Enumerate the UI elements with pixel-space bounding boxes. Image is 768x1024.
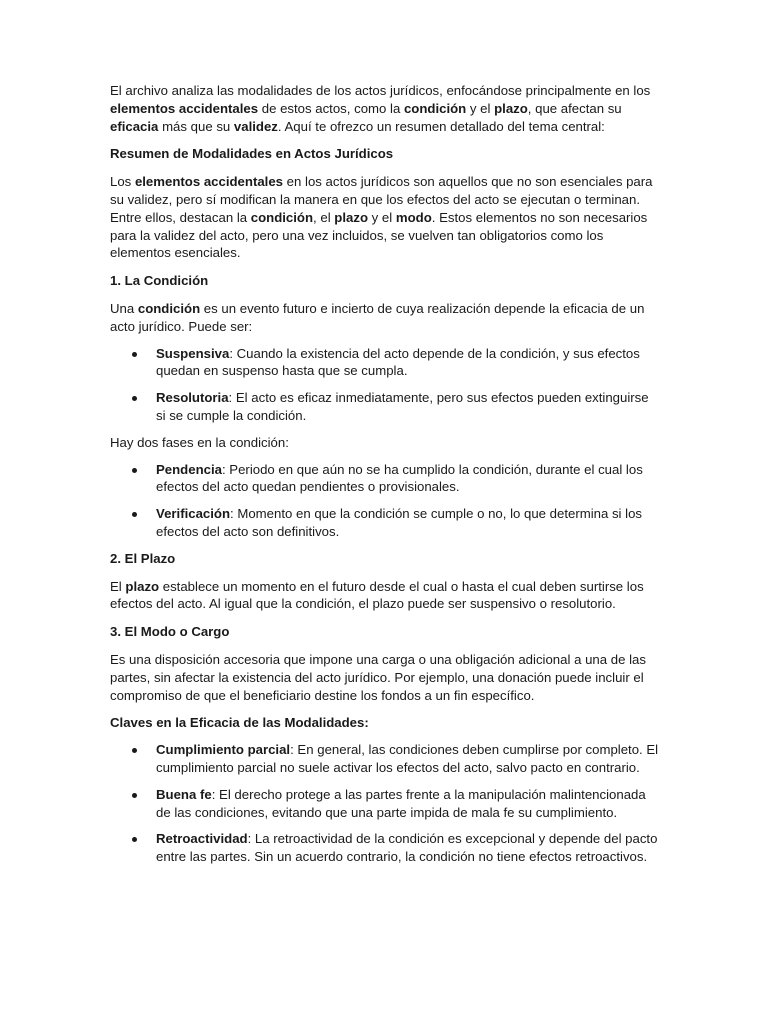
bullet-icon bbox=[132, 512, 137, 517]
list-item bbox=[110, 345, 660, 381]
list-item-text: : Periodo en que aún no se ha cumplido la condición, durante el cual los efectos del acto quedan pendientes o provisionales. bbox=[156, 461, 643, 495]
claves-list bbox=[110, 741, 660, 866]
text-run: . Aquí te ofrezco un resumen detallado del tema central: bbox=[277, 118, 605, 134]
condicion-heading: 1. La Condición bbox=[110, 273, 209, 289]
bold-term: modo bbox=[395, 209, 432, 225]
text-run: y el bbox=[466, 100, 495, 116]
text-run: , que afectan su bbox=[527, 100, 622, 116]
bold-term: condición bbox=[250, 209, 314, 225]
text-run: Una bbox=[110, 300, 138, 316]
list-item bbox=[110, 389, 660, 425]
bold-term: Suspensiva bbox=[156, 345, 230, 361]
bold-term: Buena fe bbox=[156, 786, 212, 802]
bold-term: Verificación bbox=[156, 506, 231, 522]
bold-term: elementos accidentales bbox=[110, 100, 259, 116]
bullet-icon bbox=[132, 748, 137, 753]
plazo-heading: 2. El Plazo bbox=[110, 550, 176, 566]
condicion-phases-list bbox=[110, 461, 660, 541]
summary-heading: Resumen de Modalidades en Actos Jurídicos bbox=[110, 146, 394, 162]
list-item-text: : El derecho protege a las partes frente a la manipulación malintencionada de las condiciones, evitando que una parte impida de mala fe su cumplimiento. bbox=[156, 786, 646, 820]
list-item-text: : Cuando la existencia del acto depende de la condición, y sus efectos quedan en suspenso hasta que se cumpla. bbox=[156, 345, 640, 379]
bold-term: eficacia bbox=[110, 118, 159, 134]
bullet-icon bbox=[132, 837, 137, 842]
text-run: de estos actos, como la bbox=[258, 100, 404, 116]
text-run: El bbox=[110, 578, 126, 594]
list-item-text: : El acto es eficaz inmediatamente, pero sus efectos pueden extinguirse si se cumple la condición. bbox=[156, 390, 649, 423]
list-item bbox=[110, 786, 660, 822]
bold-term: Pendencia bbox=[156, 461, 222, 477]
list-item bbox=[110, 505, 660, 541]
bullet-icon bbox=[132, 793, 137, 798]
text-run: . Estos elementos no son necesarios para la validez del acto, pero una vez incluidos, se vuelven tan obligatorios como los elementos esenciales. bbox=[110, 209, 648, 261]
bold-term: plazo bbox=[494, 100, 528, 116]
bullet-icon bbox=[132, 468, 137, 473]
list-item bbox=[110, 461, 660, 497]
plazo-paragraph bbox=[110, 578, 660, 614]
bold-term: Resolutoria bbox=[156, 390, 229, 406]
text-run: más que su bbox=[158, 118, 234, 134]
list-item bbox=[110, 830, 660, 866]
bold-term: elementos accidentales bbox=[134, 174, 284, 190]
list-item-text: : Momento en que la condición se cumple o no, lo que determina si los efectos del acto son definitivos. bbox=[156, 506, 643, 539]
bold-term: plazo bbox=[125, 578, 160, 594]
text-run: y el bbox=[368, 209, 396, 225]
list-item-text: : En general, las condiciones deben cumplirse por completo. El cumplimiento parcial no suele activar los efectos del acto, salvo pacto en contrario. bbox=[156, 742, 659, 775]
bold-term: condición bbox=[137, 300, 201, 316]
text-run: es un evento futuro e incierto de cuya realización depende la eficacia de un acto jurídico. Puede ser: bbox=[110, 300, 645, 334]
modo-heading: 3. El Modo o Cargo bbox=[110, 624, 230, 640]
bullet-icon bbox=[132, 396, 137, 401]
claves-heading: Claves en la Eficacia de las Modalidades: bbox=[110, 715, 369, 731]
bold-term: plazo bbox=[334, 209, 368, 225]
bold-term: Retroactividad bbox=[156, 831, 248, 847]
summary-paragraph bbox=[110, 173, 660, 262]
bold-term: Cumplimiento parcial bbox=[156, 742, 291, 758]
intro-paragraph bbox=[110, 82, 660, 135]
text-run: Los bbox=[110, 174, 135, 190]
modo-paragraph: Es una disposición accesoria que impone una carga o una obligación adicional a una de las partes, sin afectar la existencia del acto jurídico. Por ejemplo, una donación puede incluir el compromiso de que el beneficiario destine los fondos a un fin específico. bbox=[110, 651, 646, 703]
condicion-types-list bbox=[110, 345, 660, 425]
phases-intro: Hay dos fases en la condición: bbox=[110, 434, 289, 450]
list-item bbox=[110, 741, 660, 777]
bold-term: validez bbox=[233, 118, 278, 134]
text-run: establece un momento en el futuro desde el cual o hasta el cual deben surtirse los efectos del acto. Al igual que la condición, el plazo puede ser suspensivo o resolutorio. bbox=[110, 578, 644, 612]
text-run: El archivo analiza las modalidades de los actos jurídicos, enfocándose principalmente en los bbox=[110, 83, 651, 98]
bullet-icon bbox=[132, 352, 137, 357]
text-run: en los actos jurídicos son aquellos que no son esenciales para su validez, pero sí modifican la manera en que los efectos del acto se ejecutan o terminan. Entre ellos, destacan la bbox=[110, 174, 653, 225]
bold-term: condición bbox=[403, 100, 467, 116]
text-run: , el bbox=[313, 209, 335, 225]
list-item-text: : La retroactividad de la condición es excepcional y depende del pacto entre las partes. Sin un acuerdo contrario, la condición no tiene efectos retroactivos. bbox=[156, 831, 658, 865]
condicion-paragraph bbox=[110, 300, 660, 336]
